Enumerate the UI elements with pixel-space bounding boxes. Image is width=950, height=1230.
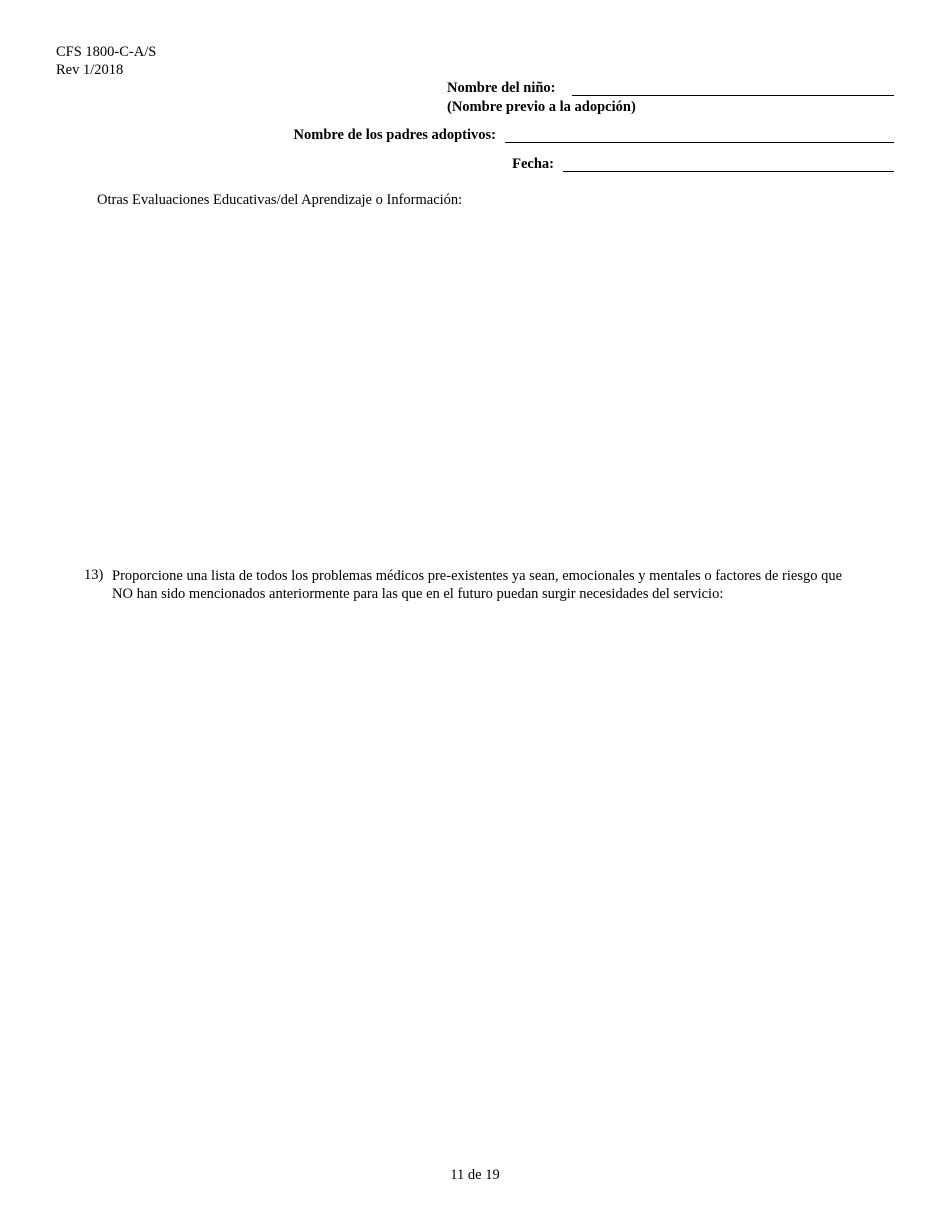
other-evaluations-label: Otras Evaluaciones Educativas/del Aprendizaje o Información: bbox=[97, 192, 463, 208]
form-revision: Rev 1/2018 bbox=[56, 62, 124, 78]
other-evaluations-answer-area[interactable] bbox=[97, 215, 894, 555]
child-name-label: Nombre del niño: bbox=[447, 80, 556, 96]
child-name-field[interactable] bbox=[572, 95, 894, 96]
date-field[interactable] bbox=[563, 171, 894, 172]
adoptive-parents-label: Nombre de los padres adoptivos: bbox=[293, 127, 496, 143]
page-number: 11 de 19 bbox=[450, 1167, 500, 1183]
question-13-number: 13) bbox=[84, 567, 104, 583]
form-code: CFS 1800-C-A/S bbox=[56, 44, 157, 60]
question-13-line-2: NO han sido mencionados anteriormente para las que en el futuro puedan surgir necesidades del servicio: bbox=[112, 586, 724, 602]
question-13-text bbox=[112, 567, 894, 603]
question-13-line-1: Proporcione una lista de todos los problemas médicos pre-existentes ya sean, emocionales y mentales o factores de riesgo que bbox=[112, 568, 843, 584]
child-name-sublabel: (Nombre previo a la adopción) bbox=[447, 99, 636, 115]
question-13-answer-area[interactable] bbox=[112, 610, 894, 1150]
adoptive-parents-field[interactable] bbox=[505, 142, 894, 143]
date-label: Fecha: bbox=[512, 156, 554, 172]
